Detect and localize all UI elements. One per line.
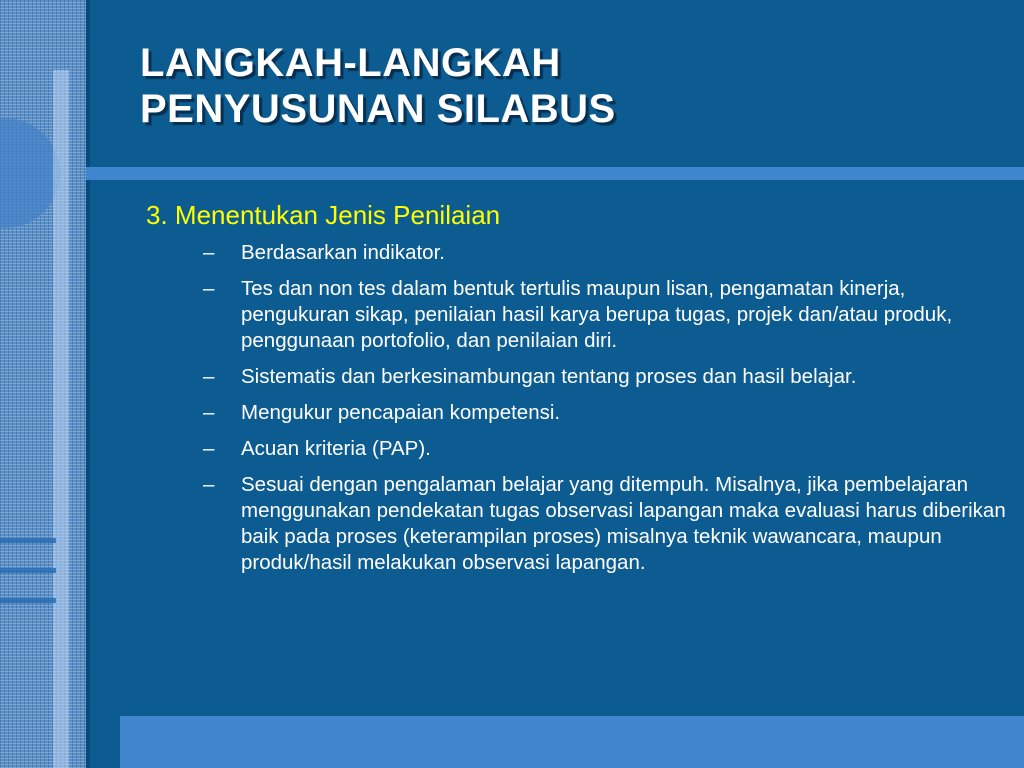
sidebar-horizontal-bar [0,538,56,543]
bullet-text: Sesuai dengan pengalaman belajar yang ditempuh. Misalnya, jika pembelajaran menggunakan pendekatan tugas observasi lapangan maka evaluasi harus diberikan baik pada proses (keterampilan proses) misalnya teknik wawancara, maupun produk/hasil melakukan observasi lapangan. [241,473,1006,574]
sidebar-edge [86,0,90,768]
bullet-item [146,364,1006,390]
bullet-item [146,436,1006,462]
title-divider [86,167,1024,180]
bullet-dash: – [203,473,215,496]
section-heading: 3. Menentukan Jenis Penilaian [146,200,501,230]
bullet-text: Mengukur pencapaian kompetensi. [241,401,561,424]
bullet-item [146,400,1006,426]
bullet-text: Sistematis dan berkesinambungan tentang proses dan hasil belajar. [241,365,857,388]
bullet-dash: – [203,437,215,460]
slide-title-line-1: LANGKAH-LANGKAH [140,41,561,85]
sidebar-horizontal-bar [0,568,56,573]
bullet-dash: – [203,365,215,388]
decorative-sidebar [0,0,86,768]
bullet-item [146,472,1006,576]
slide-title-line-2: PENYUSUNAN SILABUS [140,87,616,131]
bullet-dash: – [203,241,215,264]
slide-title [140,40,616,132]
bullet-text: Berdasarkan indikator. [241,241,445,264]
bullet-dash: – [203,401,215,424]
sidebar-horizontal-bar [0,598,56,603]
bullet-text: Acuan kriteria (PAP). [241,437,431,460]
sidebar-vertical-bar [53,70,69,768]
bullet-dash: – [203,277,215,300]
bullet-item [146,276,1006,354]
slide-body [146,198,1006,586]
bottom-band [120,716,1024,768]
bullet-item [146,240,1006,266]
sidebar-circle-decoration [0,118,60,228]
bullet-text: Tes dan non tes dalam bentuk tertulis maupun lisan, pengamatan kinerja, pengukuran sikap, penilaian hasil karya berupa tugas, projek dan/atau produk, penggunaan portofolio, dan penilaian diri. [241,277,953,352]
bullet-list [146,240,1006,576]
